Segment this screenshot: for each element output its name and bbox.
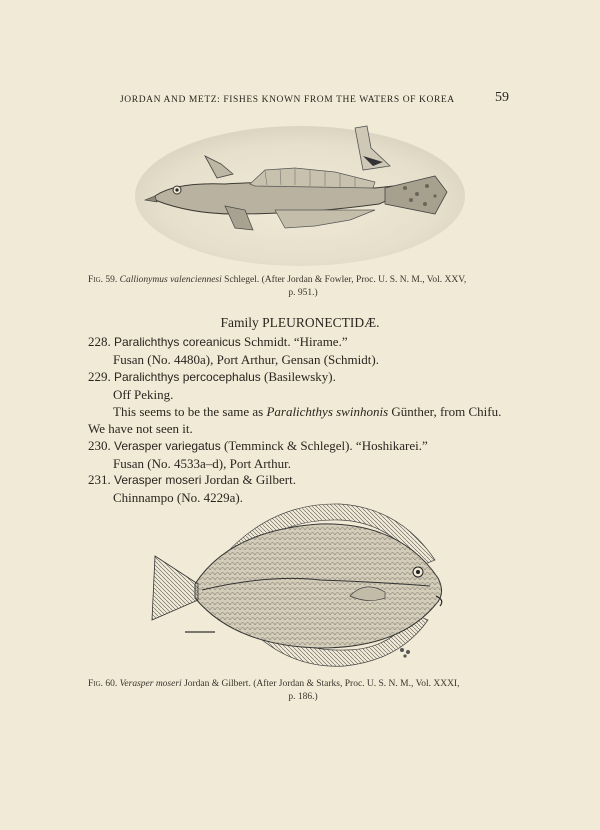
figure-59-illustration bbox=[135, 118, 465, 266]
figure-59-source-page: p. 951.) bbox=[288, 288, 318, 298]
figure-60-species: Verasper moseri bbox=[119, 679, 182, 689]
species-entry-229 bbox=[88, 368, 501, 437]
note-text-start: This seems to be the same as bbox=[113, 404, 267, 419]
running-head: JORDAN AND METZ: FISHES KNOWN FROM THE WATERS OF KOREA bbox=[120, 95, 455, 105]
figure-59-author: Schlegel. bbox=[224, 275, 260, 285]
species-authority: (Temminck & Schlegel). “Hoshikarei.” bbox=[220, 438, 428, 453]
figure-60-source: (After Jordan & Starks, Proc. U. S. N. M., Vol. XXXI, bbox=[253, 679, 460, 689]
species-name: Verasper moseri bbox=[114, 473, 202, 487]
figure-59-source: (After Jordan & Fowler, Proc. U. S. N. M., Vol. XXV, bbox=[261, 275, 467, 285]
figure-60-label: Fig. 60. bbox=[88, 679, 118, 689]
entry-number: 228. bbox=[88, 334, 111, 349]
entry-locality: Fusan (No. 4480a), Port Arthur, Gensan (Schmidt). bbox=[113, 352, 379, 367]
figure-60-source-page: p. 186.) bbox=[288, 692, 318, 702]
species-entry-228 bbox=[88, 333, 379, 368]
figure-59-label: Fig. 59. bbox=[88, 275, 118, 285]
figure-60-caption bbox=[88, 678, 518, 704]
entry-note-continuation: We have not seen it. bbox=[88, 421, 193, 436]
entry-locality: Fusan (No. 4533a–d), Port Arthur. bbox=[113, 456, 292, 471]
note-species-italic: Paralichthys swinhonis bbox=[266, 404, 389, 419]
entry-number: 229. bbox=[88, 369, 111, 384]
species-name: Verasper variegatus bbox=[114, 439, 221, 453]
species-authority: Schmidt. “Hirame.” bbox=[240, 334, 348, 349]
figure-59-species: Callionymus valenciennesi bbox=[119, 275, 222, 285]
species-authority: Jordan & Gilbert. bbox=[201, 472, 296, 487]
entry-number: 231. bbox=[88, 472, 111, 487]
page-number: 59 bbox=[495, 90, 509, 105]
entry-number: 230. bbox=[88, 438, 111, 453]
species-authority: (Basilewsky). bbox=[260, 369, 336, 384]
entry-locality: Chinnampo (No. 4229a). bbox=[113, 490, 243, 505]
figure-59-caption bbox=[88, 274, 518, 300]
figure-60-author: Jordan & Gilbert. bbox=[184, 679, 251, 689]
species-name: Paralichthys percocephalus bbox=[114, 370, 261, 384]
entry-locality: Off Peking. bbox=[113, 387, 174, 402]
note-text-end: Günther, from Chifu. bbox=[388, 404, 502, 419]
family-heading: Family PLEURONECTIDÆ. bbox=[220, 315, 380, 330]
species-entry-230 bbox=[88, 437, 428, 472]
entry-note bbox=[88, 403, 501, 420]
species-name: Paralichthys coreanicus bbox=[114, 335, 241, 349]
figure-60-illustration bbox=[150, 500, 460, 670]
